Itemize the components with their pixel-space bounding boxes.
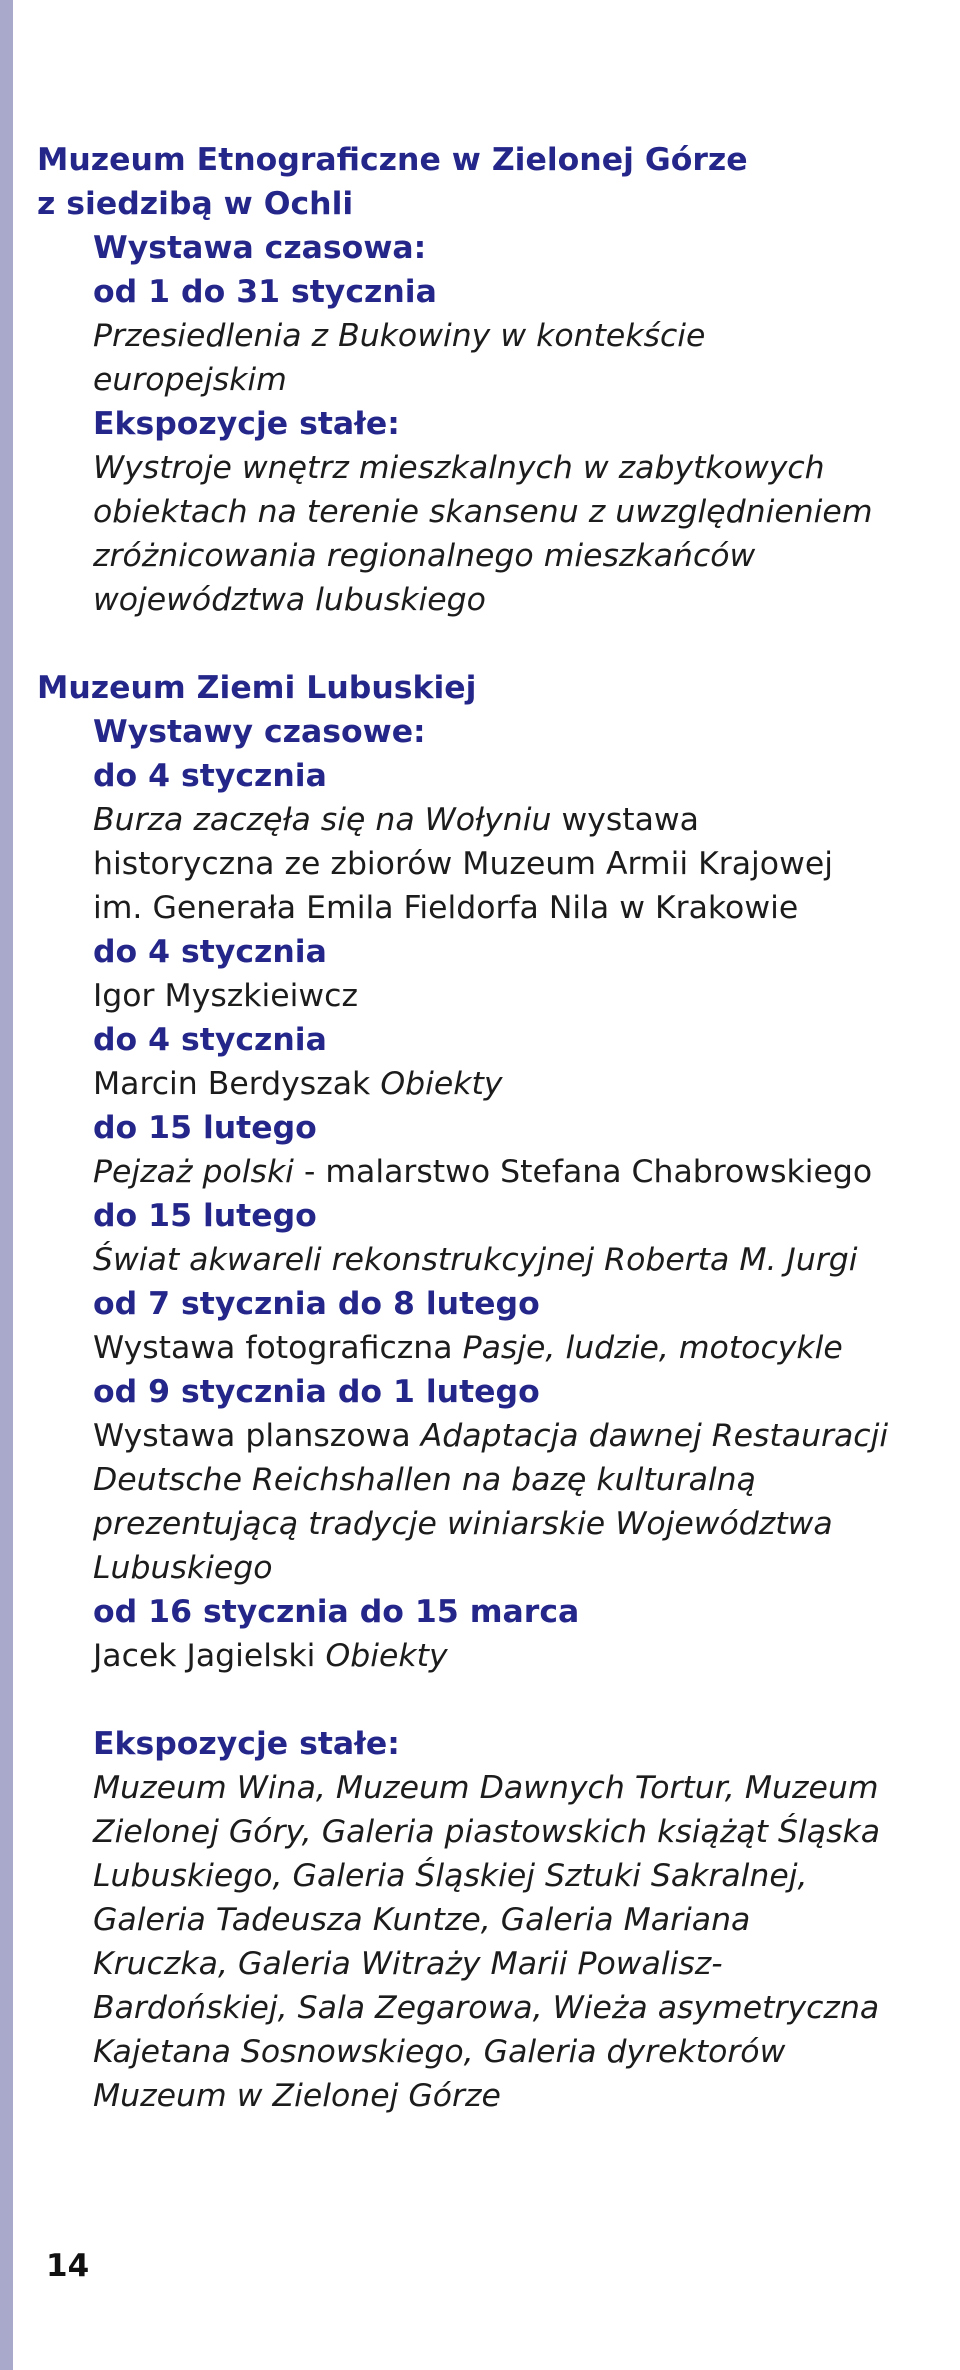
exhibition-type: Wystawa planszowa [93,1418,421,1454]
exhibition-description: historyczna ze zbiorów Muzeum Armii Krajowej [93,846,833,882]
exhibition-title: Świat akwareli rekonstrukcyjnej Roberta M. Jurgi [93,1242,858,1278]
exhibition-date: od 16 stycznia do 15 marca [93,1594,580,1630]
exhibition-date: do 15 lutego [93,1198,317,1234]
exhibition-description [37,1326,952,1370]
exhibition-title: Przesiedlenia z Bukowiny w kontekście [93,318,706,354]
permanent-exhibition-line: Zielonej Góry, Galeria piastowskich książąt Śląska [93,1814,881,1850]
exhibition-date: do 15 lutego [93,1110,317,1146]
permanent-exhibition-line: zróżnicowania regionalnego mieszkańców [93,538,756,574]
exhibition-author: Igor Myszkieiwcz [93,978,359,1014]
temporary-exhibitions-header: Wystawy czasowe: [93,714,426,750]
exhibition-title: prezentującą tradycje winiarskie Województwa [93,1506,833,1542]
permanent-exhibition-line: Wystroje wnętrz mieszkalnych w zabytkowych [93,450,825,486]
exhibition-date: od 1 do 31 stycznia [93,274,437,310]
exhibition-type: Wystawa fotograficzna [93,1330,463,1366]
exhibition-title: Adaptacja dawnej Restauracji [420,1418,889,1454]
exhibition-title: Obiekty [325,1638,448,1674]
section-spacer [37,1678,952,1722]
exhibition-title: Deutsche Reichshallen na bazę kulturalną [93,1462,756,1498]
museum-name: Muzeum Ziemi Lubuskiej [37,670,477,706]
permanent-exhibition-line: obiektach na terenie skansenu z uwzględnieniem [93,494,873,530]
exhibition-description: im. Generała Emila Fieldorfa Nila w Krakowie [93,890,799,926]
exhibition-title: Burza zaczęła się na Wołyniu [93,802,552,838]
exhibition-title: Pasje, ludzie, motocykle [462,1330,843,1366]
permanent-exhibition-line: Lubuskiego, Galeria Śląskiej Sztuki Sakralnej, [93,1858,808,1894]
museum-name-line2: z siedzibą w Ochli [37,186,354,222]
section-spacer [37,622,952,666]
temporary-exhibition-header: Wystawa czasowa: [93,230,427,266]
exhibition-title: Pejzaż polski [93,1154,294,1190]
exhibition-author: Jacek Jagielski [93,1638,326,1674]
permanent-exhibition-header: Ekspozycje stałe: [93,406,400,442]
permanent-exhibition-line: Galeria Tadeusza Kuntze, Galeria Mariana [93,1902,751,1938]
permanent-exhibition-line: Kruczka, Galeria Witraży Marii Powalisz- [93,1946,723,1982]
side-margin-bar [0,0,13,2370]
permanent-exhibition-line: Muzeum w Zielonej Górze [93,2078,501,2114]
permanent-exhibition-line: Bardońskiej, Sala Zegarowa, Wieża asymetryczna [93,1990,880,2026]
exhibition-type: wystawa [551,802,699,838]
museum-name-line1: Muzeum Etnograficzne w Zielonej Górze [37,142,748,178]
permanent-exhibition-line: Kajetana Sosnowskiego, Galeria dyrektorów [93,2034,786,2070]
page-content [37,138,952,2118]
exhibition-date: do 4 stycznia [93,758,327,794]
exhibition-date: do 4 stycznia [93,934,327,970]
exhibition-title: Obiekty [380,1066,503,1102]
exhibition-description [37,798,952,842]
exhibition-description [37,1150,952,1194]
permanent-exhibition-line: województwa lubuskiego [93,582,486,618]
page-number: 14 [46,2248,90,2284]
exhibition-description [37,1062,952,1106]
exhibition-description [37,1634,952,1678]
exhibition-date: od 7 stycznia do 8 lutego [93,1286,540,1322]
exhibition-title: Lubuskiego [93,1550,273,1586]
exhibition-title: europejskim [93,362,287,398]
exhibition-date: od 9 stycznia do 1 lutego [93,1374,540,1410]
exhibition-description [37,1414,952,1458]
permanent-exhibition-line: Muzeum Wina, Muzeum Dawnych Tortur, Muzeum [93,1770,879,1806]
exhibition-subtitle: - malarstwo Stefana Chabrowskiego [293,1154,873,1190]
exhibition-date: do 4 stycznia [93,1022,327,1058]
exhibition-author: Marcin Berdyszak [93,1066,381,1102]
permanent-exhibition-header: Ekspozycje stałe: [93,1726,400,1762]
